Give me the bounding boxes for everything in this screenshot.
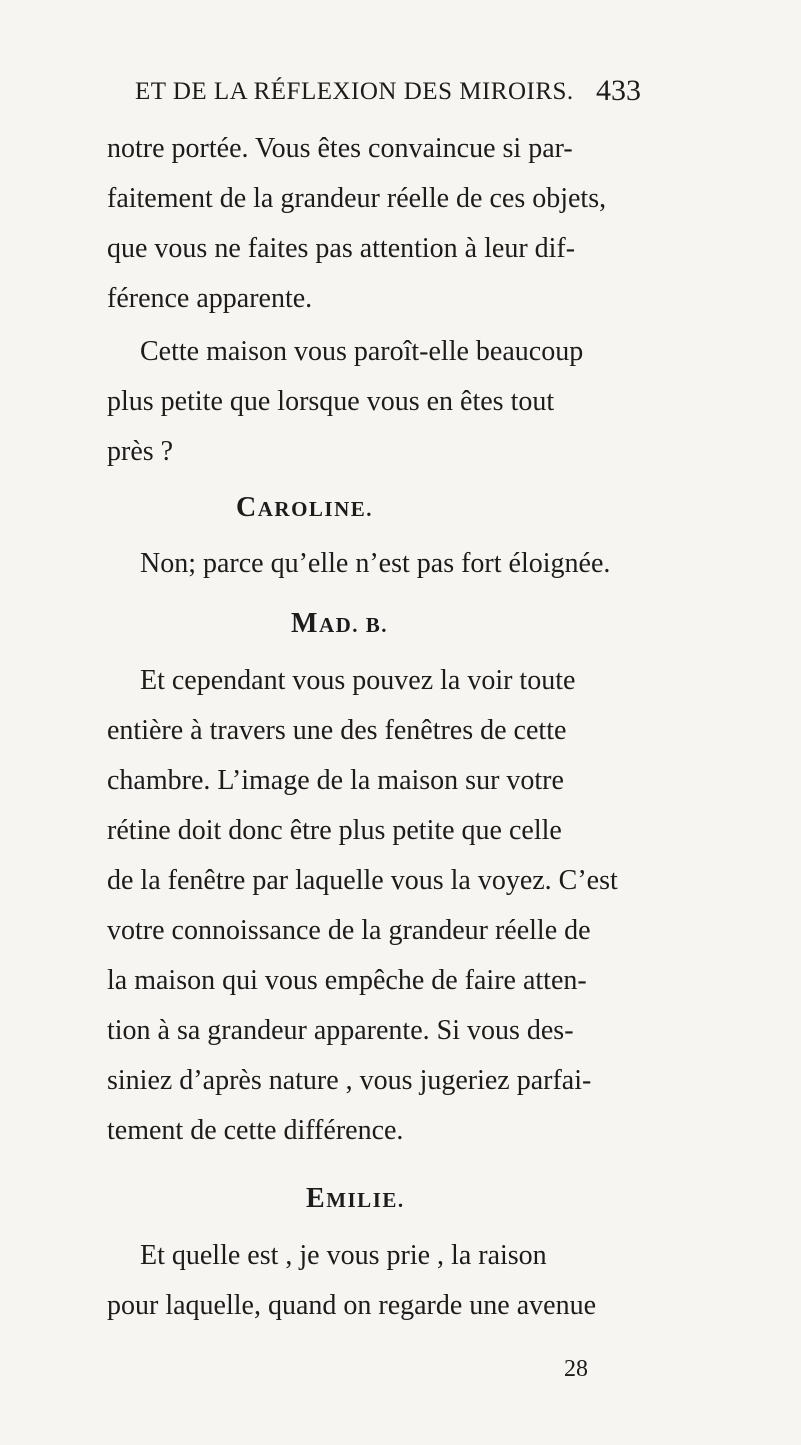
- speaker-emilie: EMILIE.: [306, 1183, 405, 1214]
- text-line: près ?: [107, 436, 174, 467]
- text-line: férence apparente.: [107, 283, 313, 314]
- text-line: notre portée. Vous êtes convaincue si par-: [107, 133, 573, 164]
- speaker-caroline: CAROLINE.: [236, 492, 374, 523]
- running-head: ET DE LA RÉFLEXION DES MIROIRS.: [135, 78, 574, 105]
- speaker-mad-b: MAD. B.: [291, 608, 389, 639]
- text-line: tion à sa grandeur apparente. Si vous des-: [107, 1015, 574, 1046]
- text-line: Et cependant vous pouvez la voir toute: [140, 665, 576, 696]
- page-header: [0, 74, 801, 118]
- text-line: Non; parce qu’elle n’est pas fort éloignée.: [140, 548, 611, 579]
- text-line: rétine doit donc être plus petite que celle: [107, 815, 562, 846]
- text-line: Cette maison vous paroît-elle beaucoup: [140, 336, 584, 367]
- text-line: entière à travers une des fenêtres de cette: [107, 715, 567, 746]
- text-line: chambre. L’image de la maison sur votre: [107, 765, 564, 796]
- text-line: tement de cette différence.: [107, 1115, 404, 1146]
- text-line: la maison qui vous empêche de faire atten-: [107, 965, 587, 996]
- text-line: faitement de la grandeur réelle de ces objets,: [107, 183, 607, 214]
- signature-mark: 28: [564, 1356, 588, 1382]
- text-line: plus petite que lorsque vous en êtes tout: [107, 386, 555, 417]
- text-line: de la fenêtre par laquelle vous la voyez. C’est: [107, 865, 618, 896]
- text-line: siniez d’après nature , vous jugeriez parfai-: [107, 1065, 592, 1096]
- text-line: que vous ne faites pas attention à leur dif-: [107, 233, 576, 264]
- text-line: Et quelle est , je vous prie , la raison: [140, 1240, 547, 1271]
- text-line: votre connoissance de la grandeur réelle de: [107, 915, 591, 946]
- text-line: pour laquelle, quand on regarde une avenue: [107, 1290, 597, 1321]
- page-number: 433: [596, 74, 641, 107]
